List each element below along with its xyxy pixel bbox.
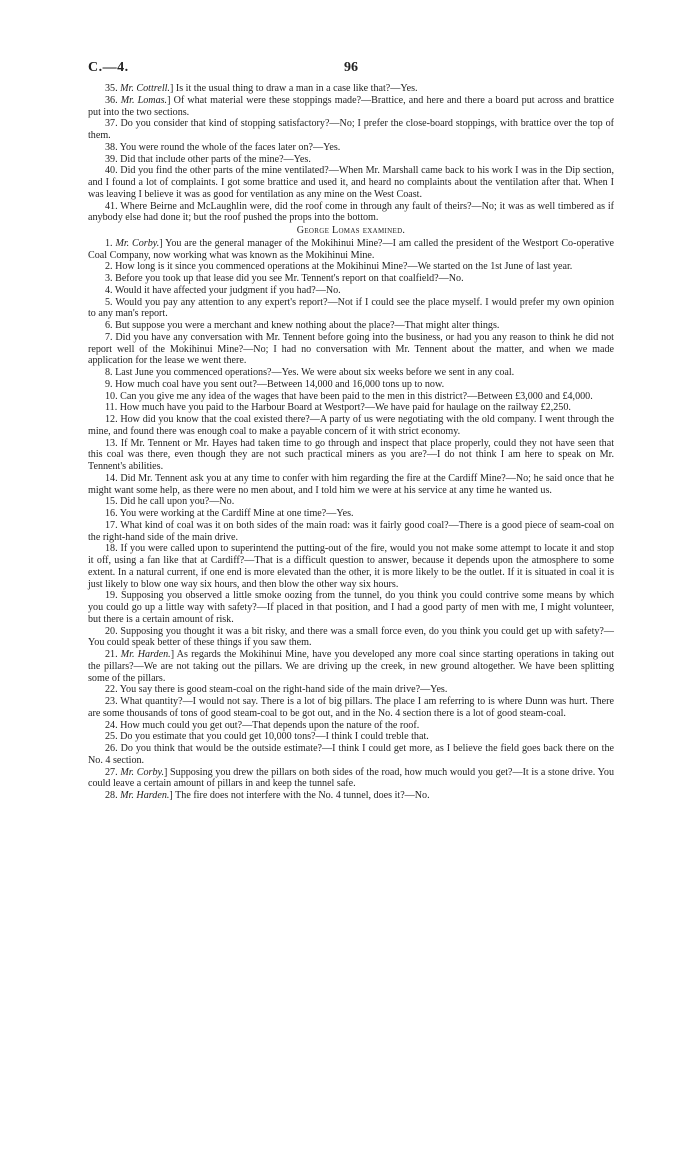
evidence-transcript xyxy=(88,83,614,802)
witness-heading: George Lomas examined. xyxy=(296,225,406,236)
question-17: 17. What kind of coal was it on both sides of the main road: was it fairly good coal?—There is a good piece of seam-coal on the right-hand side of the main drive. xyxy=(88,519,614,543)
page-header xyxy=(88,60,614,76)
page-number: 96 xyxy=(344,60,358,75)
question-18: 18. If you were called upon to superintend the putting-out of the fire, would you not make some attempt to locate it and stop it off, using a fan like that at Cardiff?—That is a difficult question to answer, because it depends upon the atmosphere to some extent. In a natural current, if one end is more elevated than the other, it is more likely to be the outlet. If it is situated in coal it is just likely to blow one way six hours, and then blow the other way six hours. xyxy=(88,543,614,590)
speaker-name: Mr. Harden. xyxy=(120,649,171,660)
question-28: 28. Mr. Harden.] The fire does not interfere with the No. 4 tunnel, does it?—No. xyxy=(105,790,430,801)
question-35: 35. Mr. Cottrell.] Is it the usual thing to draw a man in a case like that?—Yes. xyxy=(105,83,418,94)
speaker-name: Mr. Corby. xyxy=(120,766,164,778)
question-1: 1. Mr. Corby.] You are the general manager of the Mokihinui Mine?—I am called the president of the Westport Co-operative Coal Company, now working what was known as the Mokihinui Mine. xyxy=(88,237,615,261)
question-5: 5. Would you pay any attention to any expert's report?—Not if I could see the place myself. I would prefer my own opinion to any man's report. xyxy=(88,296,614,320)
question-4: 4. Would it have affected your judgment if you had?—No. xyxy=(105,284,341,296)
question-12: 12. How did you know that the coal existed there?—A party of us were negotiating with the old company. I went through the mine, and found there was enough coal to make a payable concern of it with strict economy. xyxy=(88,414,614,437)
document-reference: C.—4. xyxy=(88,60,129,75)
question-10: 10. Can you give me any idea of the wages that have been paid to the men in this district?—Between £3,000 and £4,000. xyxy=(105,390,593,402)
question-14: 14. Did Mr. Tennent ask you at any time to confer with him regarding the fire at the Cardiff Mine?—No; he said once that he might want some help, as there were no men about, and I told him we were at his service at any time he wanted us. xyxy=(88,472,614,496)
question-40: 40. Did you find the other parts of the mine ventilated?—When Mr. Marshall came back to his work I was in the Dip section, and I found a lot of complaints. I got some brattice and used it, and heard no complaints about the ventilation after that. When I was leaving I believe it was as good for ventilation as any mine on the West Coast. xyxy=(88,165,614,200)
question-39: 39. Did that include other parts of the mine?—Yes. xyxy=(105,153,311,165)
speaker-name: Mr. Lomas. xyxy=(120,94,168,106)
question-9: 9. How much coal have you sent out?—Between 14,000 and 16,000 tons up to now. xyxy=(105,378,445,390)
question-21: 21. Mr. Harden.] As regards the Mokihinui Mine, have you developed any more coal since starting operations in taking out the pillars?—We are not taking out the pillars. We are driving up the creek, in new ground altogether. We have been splitting some of the pillars. xyxy=(88,649,614,684)
question-27: 27. Mr. Corby.] Supposing you drew the pillars on both sides of the road, how much would you get?—It is a stone drive. You could leave a certain amount of pillars in and keep the tunnel safe. xyxy=(88,766,615,790)
question-16: 16. You were working at the Cardiff Mine at one time?—Yes. xyxy=(105,508,354,519)
speaker-name: Mr. Harden. xyxy=(120,790,170,801)
question-36: 36. Mr. Lomas.] Of what material were these stoppings made?—Brattice, and here and there a board put across and brattice put into the two sections. xyxy=(88,94,614,118)
question-25: 25. Do you estimate that you could get 10,000 tons?—I think I could treble that. xyxy=(105,731,429,743)
question-26: 26. Do you think that would be the outside estimate?—I think I could get more, as I believe the field goes back there on the No. 4 section. xyxy=(88,743,614,766)
question-19: 19. Supposing you observed a little smoke oozing from the tunnel, do you think you could contrive some means by which you could go up a little way with safety?—If placed in that position, and I had a good party of men with me, I might volunteer, but there is a certain amount of risk. xyxy=(88,590,614,625)
question-8: 8. Last June you commenced operations?—Yes. We were about six weeks before we sent in any coal. xyxy=(105,367,515,378)
speaker-name: Mr. Corby. xyxy=(115,237,160,249)
question-15: 15. Did he call upon you?—No. xyxy=(105,496,235,508)
question-13: 13. If Mr. Tennent or Mr. Hayes had taken time to go through and inspect that place properly, could they not have seen that this coal was there, even though they are not such practical miners as you are?—I do not think I am here to speak on Mr. Tennent's abilities. xyxy=(88,437,614,472)
question-7: 7. Did you have any conversation with Mr. Tennent before going into the business, or had you any reason to think he did not report well of the Mokihinui Mine?—No; I had no conversation with Mr. Tennent about the matter, and when we made application for the lease we went there. xyxy=(88,331,614,367)
question-6: 6. But suppose you were a merchant and knew nothing about the place?—That might alter things. xyxy=(105,320,500,331)
question-20: 20. Supposing you thought it was a bit risky, and there was a small force even, do you think you could get up with safety?—You could speak better of these things if you saw them. xyxy=(88,625,614,649)
question-41: 41. Where Beirne and McLaughlin were, did the roof come in through any fault of theirs?—No; it was as well timbered as if anybody else had done it; but the roof pushed the props into the bottom. xyxy=(88,200,614,224)
speaker-name: Mr. Cottrell. xyxy=(120,83,170,94)
question-2: 2. How long is it since you commenced operations at the Mokihinui Mine?—We started on the 1st June of last year. xyxy=(105,261,573,273)
question-38: 38. You were round the whole of the faces later on?—Yes. xyxy=(105,141,341,153)
question-23: 23. What quantity?—I would not say. There is a lot of big pillars. The place I am referring to is where Dunn was hurt. There are some thousands of tons of good steam-coal to be got out, and in the No. 4 section there is a lot of good steam-coal. xyxy=(88,696,614,719)
question-37: 37. Do you consider that kind of stopping satisfactory?—No; I prefer the close-board stoppings, with brattice over the top of them. xyxy=(88,118,614,141)
question-24: 24. How much could you get out?—That depends upon the nature of the roof. xyxy=(105,719,420,731)
question-11: 11. How much have you paid to the Harbour Board at Westport?—We have paid for haulage on the railway £2,250. xyxy=(105,402,571,414)
question-22: 22. You say there is good steam-coal on the right-hand side of the main drive?—Yes. xyxy=(105,684,448,696)
question-3: 3. Before you took up that lease did you see Mr. Tennent's report on that coalfield?—No. xyxy=(105,273,464,284)
